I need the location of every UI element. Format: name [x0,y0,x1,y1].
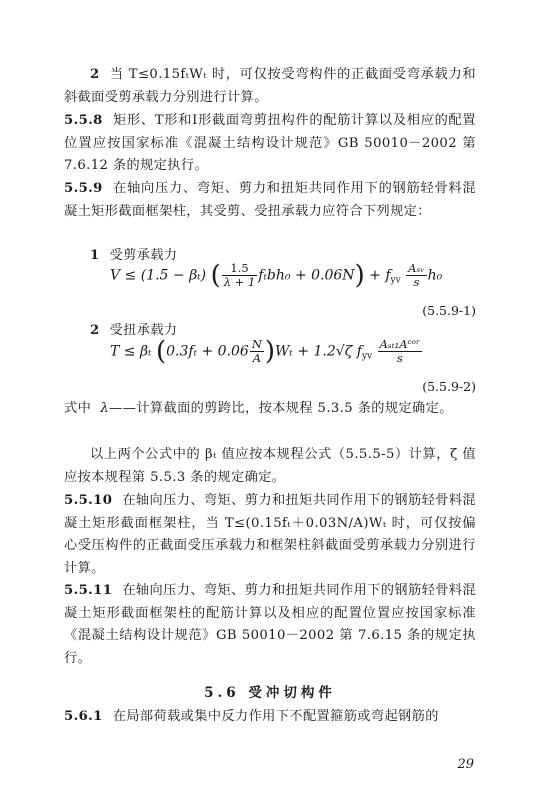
fraction-2 [378,338,422,365]
fraction [222,262,258,289]
formula-torsion [110,338,480,378]
formula-lhs: T ≤ βₜ [110,343,152,360]
section-number: 5.5.10 [64,493,113,508]
subscript-yv: yv [361,351,373,362]
section-heading-5-6: 5.6 受冲切构件 [204,685,336,701]
formula-tail: h₀ [427,267,443,284]
section-text: 在轴向压力、弯矩、剪力和扭矩共同作用下的钢筋轻骨料混凝土矩形截面框架柱，当 T≤(0.15fₜ＋0.03N/A)Wₜ 时，可仅按偏心受压构件的正截面受压承载力和框架柱斜截面受剪承载力分别进行计算。 [64,493,476,576]
paragraph-text: 当 T≤0.15fₜWₜ 时，可仅按受弯构件的正截面受弯承载力和斜截面受剪承载力分别进行计算。 [64,67,476,105]
formula-middle: Wₜ + 1.2√ζ f [275,343,362,360]
section-5-5-8 [64,110,476,178]
note-text: 以上两个公式中的 βₜ 值应按本规程公式（5.5.5-5）计算，ζ 值应按本规程第 5.5.3 条的规定确定。 [64,447,476,485]
fraction-denominator: s [396,351,403,365]
section-5-5-11 [64,580,476,670]
formula-plus: + f [369,267,391,284]
paren-close: ) [264,336,276,367]
section-5-5-10 [64,490,476,580]
fraction-numerator: 1.5 [222,262,258,276]
section-text: 在局部荷载或集中反力作用下不配置箍筋或弯起钢筋的 [112,709,439,724]
where-clause [64,398,476,421]
page-number: 29 [457,757,474,772]
item-number: 1 [90,248,100,263]
section-number: 5.5.9 [64,181,103,196]
section-text: 在轴向压力、弯矩、剪力和扭矩共同作用下的钢筋轻骨料混凝土矩形截面框架柱，其受剪、受扭承载力应符合下列规定： [64,181,476,219]
section-number: 5.5.11 [64,583,113,598]
where-symbol: λ [100,401,110,416]
section-5-5-9 [64,178,476,223]
paren-close: ) [354,260,365,291]
section-text: 在轴向压力、弯矩、剪力和扭矩共同作用下的钢筋轻骨料混凝土矩形截面框架柱的配筋计算以及相应的配置位置应按国家标准《混凝土结构设计规范》GB 50010－2002 第 7.6.15 条的规定执行。 [64,583,476,666]
paren-open: ( [155,336,167,367]
fraction-denominator: A [252,351,262,365]
section-text: 矩形、T形和I形截面弯剪扭构件的配筋计算以及相应的配置位置应按国家标准《混凝土结构设计规范》GB 50010－2002 第 7.6.12 条的规定执行。 [64,113,476,174]
where-label: 式中 [64,401,92,416]
where-text: ——计算截面的剪跨比，按本规程 5.3.5 条的规定确定。 [109,401,453,416]
subscript-yv: yv [390,275,401,286]
paragraph-2 [64,64,476,109]
section-5-6-1 [64,706,476,729]
item-number: 2 [90,323,100,338]
item-label: 受扭承载力 [109,323,178,338]
formula-lhs: V ≤ (1.5 − βₜ) [110,267,207,284]
section-number: 5.5.8 [64,113,103,128]
equation-number-2: (5.5.9-2) [422,379,476,394]
formula-inner: 0.3fₜ + 0.06 [166,343,249,360]
paren-open: ( [210,260,221,291]
fraction-2 [406,262,426,289]
fraction-numerator: Aₛₜ₁Aᶜᵒʳ [379,337,420,351]
formula-shear [110,262,480,302]
section-number: 5.6.1 [64,709,103,724]
fraction-numerator: Aₛᵥ [408,261,425,275]
item-label: 受剪承载力 [109,248,178,263]
note-paragraph [64,444,476,489]
formula-middle: fₜbh₀ + 0.06N [258,267,355,284]
fraction-denominator: λ + 1 [223,275,256,289]
item-number: 2 [90,67,100,82]
fraction [250,338,264,365]
fraction-denominator: s [413,275,420,289]
equation-number-1: (5.5.9-1) [422,303,476,318]
fraction-numerator: N [251,337,262,351]
